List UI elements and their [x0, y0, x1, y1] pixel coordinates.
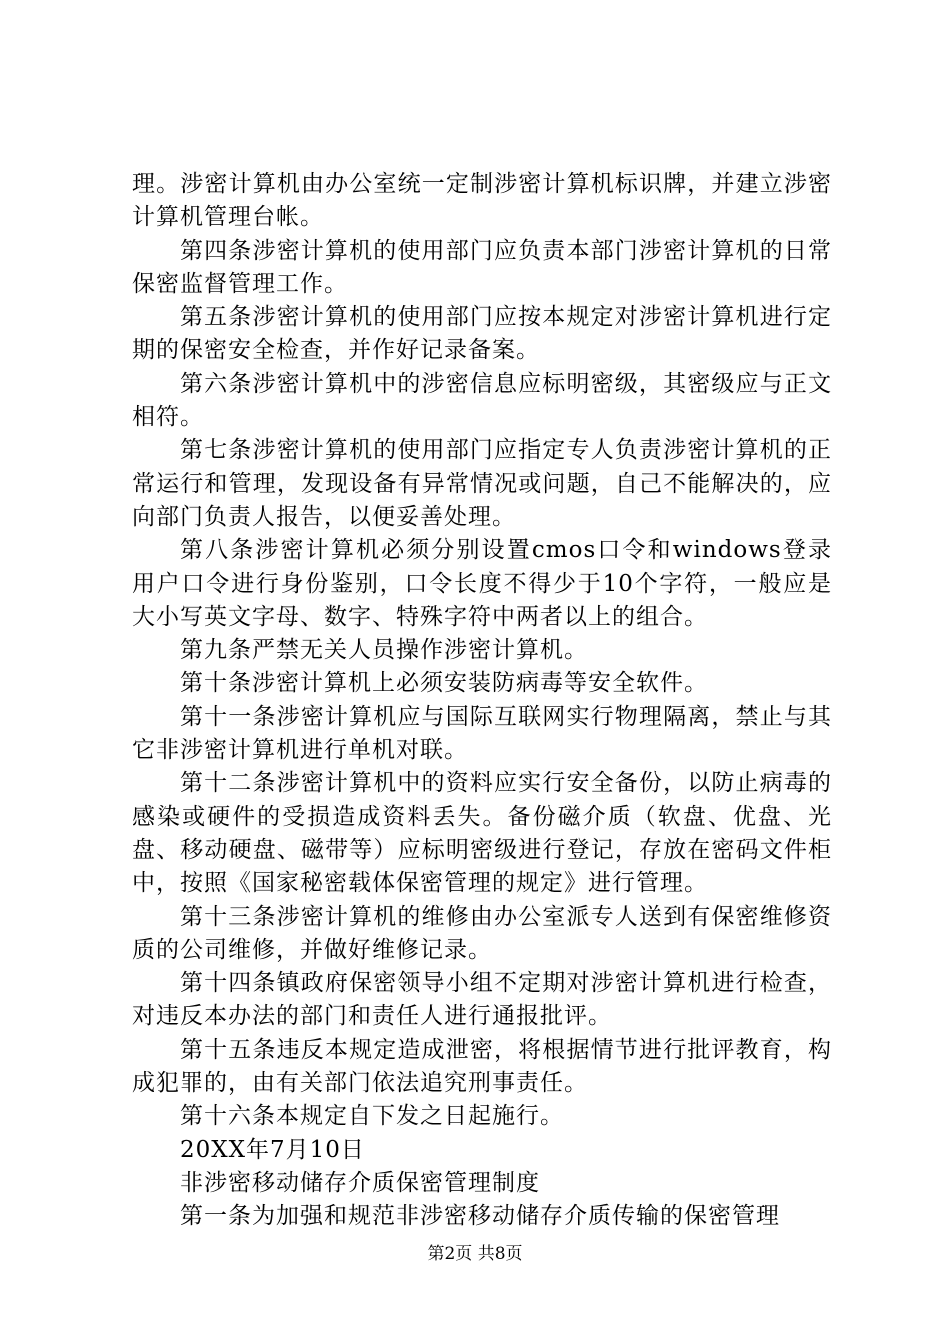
paragraph: 第十四条镇政府保密领导小组不定期对涉密计算机进行检查，对违反本办法的部门和责任人进行通报批评。: [132, 970, 832, 1030]
paragraph: 第五条涉密计算机的使用部门应按本规定对涉密计算机进行定期的保密安全检查，并作好记录备案。: [132, 304, 832, 364]
paragraph: 第九条严禁无关人员操作涉密计算机。: [180, 637, 588, 664]
paragraph: 第十六条本规定自下发之日起施行。: [180, 1103, 564, 1130]
paragraph: 第四条涉密计算机的使用部门应负责本部门涉密计算机的日常保密监督管理工作。: [132, 237, 832, 297]
paragraph: 第十三条涉密计算机的维修由办公室派专人送到有保密维修资质的公司维修，并做好维修记录。: [132, 903, 832, 963]
paragraph: 第七条涉密计算机的使用部门应指定专人负责涉密计算机的正常运行和管理，发现设备有异常情况或问题，自己不能解决的，应向部门负责人报告，以便妥善处理。: [132, 437, 832, 530]
section-title: 非涉密移动储存介质保密管理制度: [180, 1169, 540, 1196]
paragraph: 第一条为加强和规范非涉密移动储存介质传输的保密管理: [180, 1203, 780, 1230]
paragraph: 第十一条涉密计算机应与国际互联网实行物理隔离，禁止与其它非涉密计算机进行单机对联。: [132, 703, 832, 764]
page-number-footer: 第2页 共8页: [427, 1244, 523, 1264]
paragraph: 第十二条涉密计算机中的资料应实行安全备份，以防止病毒的感染或硬件的受损造成资料丢失。备份磁介质（软盘、优盘、光盘、移动硬盘、磁带等）应标明密级进行登记，存放在密码文件柜中，按照《国家秘密载体保密管理的规定》进行管理。: [132, 770, 832, 897]
date-line: 20XX年7月10日: [180, 1136, 365, 1163]
paragraph: 第八条涉密计算机必须分别设置cmos口令和windows登录用户口令进行身份鉴别，口令长度不得少于10个字符，一般应是大小写英文字母、数字、特殊字符中两者以上的组合。: [132, 537, 832, 630]
paragraph: 第六条涉密计算机中的涉密信息应标明密级，其密级应与正文相符。: [132, 370, 832, 431]
paragraph: 第十五条违反本规定造成泄密，将根据情节进行批评教育，构成犯罪的，由有关部门依法追究刑事责任。: [132, 1036, 832, 1097]
paragraph: 第十条涉密计算机上必须安装防病毒等安全软件。: [180, 670, 708, 697]
document-body: [132, 168, 832, 1234]
paragraph: 理。涉密计算机由办公室统一定制涉密计算机标识牌，并建立涉密计算机管理台帐。: [132, 171, 832, 231]
